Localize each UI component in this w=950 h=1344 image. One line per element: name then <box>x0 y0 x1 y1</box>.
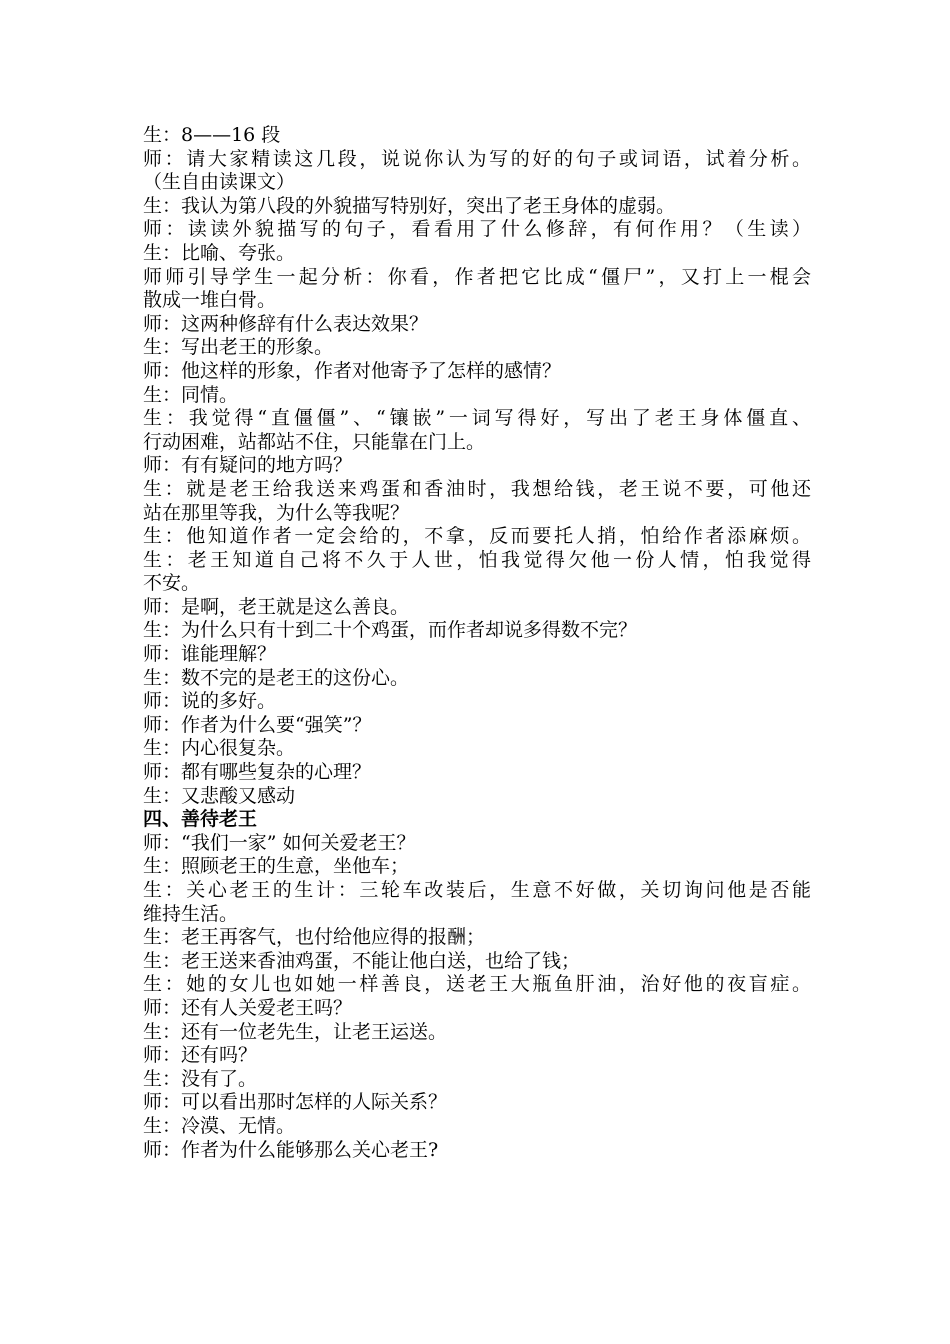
text-line: 生：数不完的是老王的这份心。 <box>143 666 410 689</box>
text-line: 生：为什么只有十到二十个鸡蛋，而作者却说多得数不完？ <box>143 619 638 642</box>
text-line: 生：老王再客气，也付给他应得的报酬； <box>143 926 486 949</box>
text-line: 师：“我们一家” 如何关爱老王？ <box>143 831 416 854</box>
document-body <box>143 124 811 1162</box>
text-line: 师：有有疑问的地方吗？ <box>143 454 353 477</box>
text-line: 站在那里等我，为什么等我呢？ <box>143 501 410 524</box>
text-line: 师：还有人关爱老王吗？ <box>143 996 353 1019</box>
text-line: 行动困难，站都站不住，只能靠在门上。 <box>143 430 486 453</box>
text-line: 师：都有哪些复杂的心理？ <box>143 761 372 784</box>
text-line: 生：老王知道自己将不久于人世，怕我觉得欠他一份人情，怕我觉得 <box>143 548 811 571</box>
text-line: 师：是啊，老王就是这么善良。 <box>143 595 410 618</box>
text-line: 师：还有吗？ <box>143 1044 258 1067</box>
text-line: 生：没有了。 <box>143 1067 258 1090</box>
text-line: 生：我觉得“直僵僵”、“镶嵌”一词写得好，写出了老王身体僵直、 <box>143 407 811 430</box>
text-line: 师：可以看出那时怎样的人际关系？ <box>143 1091 448 1114</box>
text-line: 师：他这样的形象，作者对他寄予了怎样的感情？ <box>143 359 562 382</box>
text-line: （生自由读课文） <box>143 171 296 194</box>
text-line: 生：又悲酸又感动 <box>143 784 296 807</box>
text-line: 师：请大家精读这几段，说说你认为写的好的句子或词语，试着分析。 <box>143 147 811 170</box>
text-line: 生：关心老王的生计：三轮车改装后，生意不好做，关切询问他是否能 <box>143 879 811 901</box>
text-line: 师：作者为什么要“强笑”？ <box>143 713 372 736</box>
text-line: 不安。 <box>143 572 201 595</box>
text-line: 生：她的女儿也如她一样善良，送老王大瓶鱼肝油，治好他的夜盲症。 <box>143 973 811 996</box>
text-line: 师：谁能理解？ <box>143 643 277 666</box>
text-line: 师师引导学生一起分析：你看，作者把它比成“僵尸”，又打上一棍会 <box>143 265 811 288</box>
text-line: 生：他知道作者一定会给的，不拿，反而要托人捎，怕给作者添麻烦。 <box>143 525 811 548</box>
text-line: 生：我认为第八段的外貌描写特别好，突出了老王身体的虚弱。 <box>143 194 676 217</box>
text-line: 师：这两种修辞有什么表达效果？ <box>143 312 429 335</box>
text-line: 师：读读外貌描写的句子，看看用了什么修辞，有何作用？（生读） <box>143 218 811 241</box>
text-line: 生：比喻、夸张。 <box>143 241 296 264</box>
text-line: 散成一堆白骨。 <box>143 289 277 312</box>
section-heading: 四、善待老王 <box>143 808 258 831</box>
text-line: 生：还有一位老先生，让老王运送。 <box>143 1020 448 1043</box>
text-line: 维持生活。 <box>143 902 239 925</box>
text-line: 生：同情。 <box>143 383 239 406</box>
text-line: 师：说的多好。 <box>143 690 277 713</box>
text-line: 生：8——16 段 <box>143 124 281 146</box>
text-line: 生：冷漠、无情。 <box>143 1114 296 1137</box>
text-line: 生：老王送来香油鸡蛋，不能让他白送，也给了钱； <box>143 949 581 972</box>
text-line: 生：内心很复杂。 <box>143 737 296 760</box>
text-line: 生：写出老王的形象。 <box>143 336 334 359</box>
text-line: 生：照顾老王的生意，坐他车； <box>143 855 410 878</box>
text-line: 生：就是老王给我送来鸡蛋和香油时，我想给钱，老王说不要，可他还 <box>143 477 811 500</box>
text-line: 师：作者为什么能够那么关心老王? <box>143 1138 439 1161</box>
